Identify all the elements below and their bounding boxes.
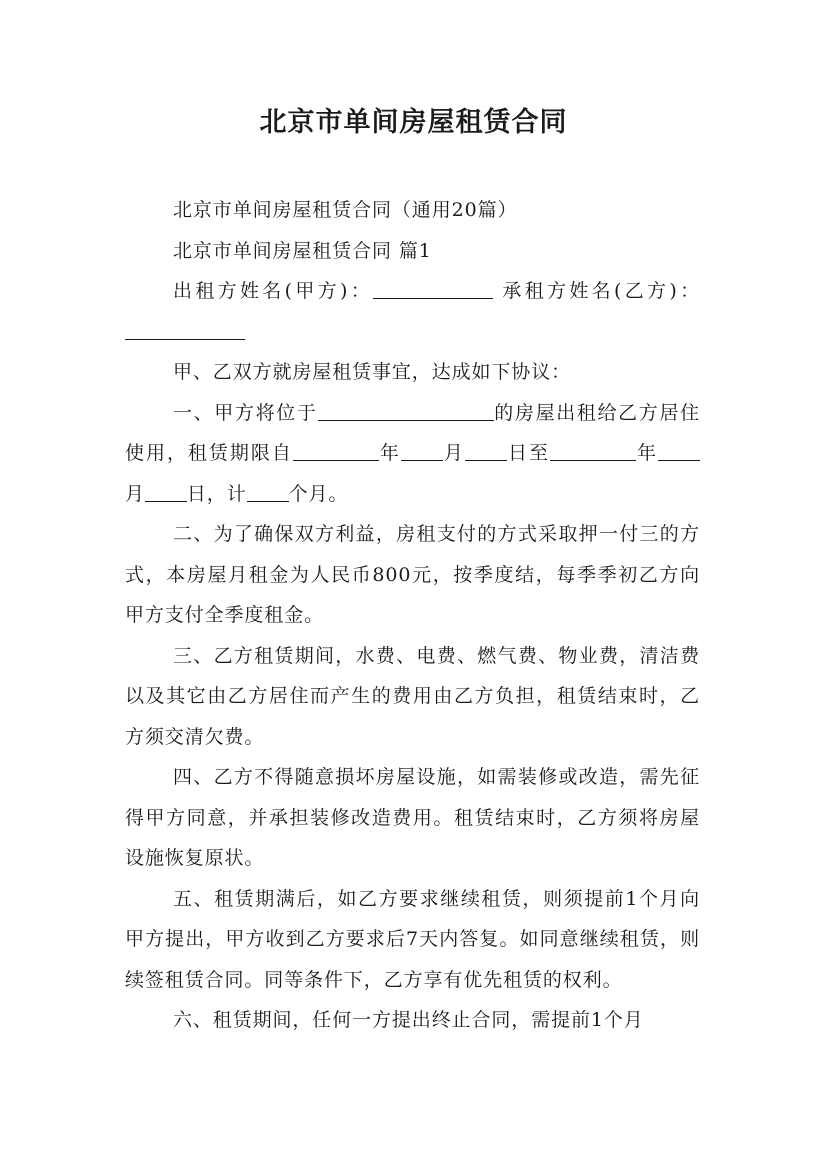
- collection-title: 北京市单间房屋租赁合同（通用20篇）: [173, 199, 518, 221]
- document-body: [125, 190, 700, 1041]
- clause-1: [125, 393, 700, 515]
- clause-4: 四、乙方不得随意损坏房屋设施，如需装修或改造，需先征得甲方同意，并承担装修改造费用。租赁结束时，乙方须将房屋设施恢复原状。: [125, 766, 700, 869]
- lessor-name-blank: [373, 278, 493, 299]
- lessor-label: 出租方姓名(甲方)：: [173, 280, 374, 302]
- property-address-blank: [318, 400, 494, 421]
- end-day-blank: [145, 481, 187, 502]
- day-total-label: 日，计: [186, 482, 247, 505]
- year-label-1: 年: [378, 442, 401, 464]
- clause-1-part-2: 的房屋出租给乙方居住使用，租赁期限自: [125, 401, 700, 464]
- clause-1-part-1: 一、甲方将位于: [173, 401, 318, 424]
- months-label: 个月。: [288, 482, 349, 505]
- clause-5: 五、租赁期满后，如乙方要求继续租赁，则须提前1个月向甲方提出，甲方收到乙方要求后7天内答复。如同意继续租赁，则续签租赁合同。同等条件下，乙方享有优先租赁的权利。: [125, 887, 700, 991]
- end-year-blank: [550, 440, 636, 461]
- day-to-label: 日至: [506, 442, 550, 464]
- month-count-blank: [247, 481, 289, 502]
- start-month-blank: [401, 440, 443, 461]
- month-label-1: 月: [442, 442, 465, 464]
- article-heading: 北京市单间房屋租赁合同 篇1: [173, 239, 432, 262]
- end-month-blank: [658, 440, 700, 461]
- year-label-2: 年: [635, 442, 659, 464]
- start-day-blank: [465, 440, 507, 461]
- preamble: 甲、乙双方就房屋租赁事宜，达成如下协议：: [173, 361, 572, 383]
- document-title: 北京市单间房屋租赁合同: [259, 107, 568, 138]
- clause-6: 六、租赁期间，任何一方提出终止合同，需提前1个月: [173, 1009, 644, 1031]
- start-year-blank: [293, 440, 379, 461]
- lessee-label: 承租方姓名(乙方)：: [502, 280, 700, 302]
- clause-3: 三、乙方租赁期间，水费、电费、燃气费、物业费，清洁费以及其它由乙方居住而产生的费用由乙方负担，租赁结束时，乙方须交清欠费。: [125, 644, 700, 748]
- parties-line: [125, 271, 700, 352]
- lessee-name-blank: [125, 319, 245, 340]
- month-label-2: 月: [125, 482, 145, 505]
- clause-2: 二、为了确保双方利益，房租支付的方式采取押一付三的方式，本房屋月租金为人民币800元，按季度结，每季季初乙方向甲方支付全季度租金。: [125, 523, 700, 626]
